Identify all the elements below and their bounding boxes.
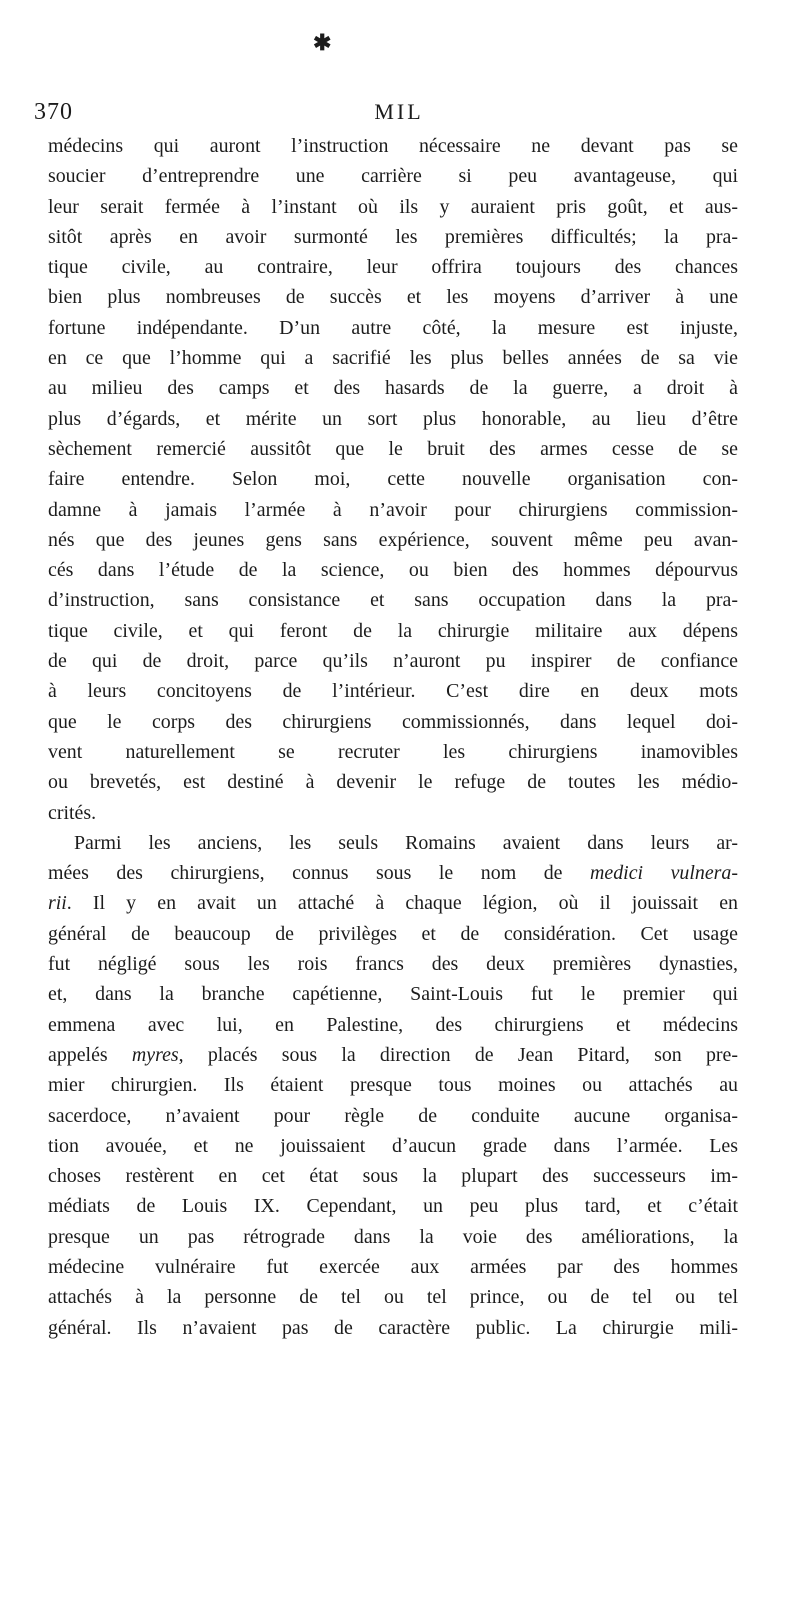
- text-line: [48, 888, 738, 918]
- text-segment: . Il y en avait un attaché à chaque légion, où il jouissait en: [66, 892, 738, 915]
- text-line: leur serait fermée à l’instant où ils y auraient pris goût, et aus-: [48, 195, 738, 218]
- text-line: sèchement remercié aussitôt que le bruit des armes cesse de se: [48, 437, 738, 460]
- text-line: [48, 858, 738, 888]
- text-line: [48, 1313, 738, 1343]
- body-text: [48, 131, 738, 1343]
- running-title: MIL: [374, 99, 424, 124]
- text-line: crités.: [48, 801, 97, 824]
- text-line: [48, 1191, 738, 1221]
- text-segment: mées des chirurgiens, connus sous le nom de: [48, 862, 591, 885]
- text-segment: médecine vulnéraire fut exercée aux armées par des hommes: [48, 1255, 738, 1278]
- text-line: à leurs concitoyens de l’intérieur. C’est dire en deux mots: [48, 680, 738, 703]
- text-segment: mier chirurgien. Ils étaient presque tous moines ou attachés au: [48, 1074, 738, 1097]
- text-segment: emmena avec lui, en Palestine, des chirurgiens et médecins: [48, 1013, 738, 1036]
- text-line: [48, 1222, 738, 1252]
- text-line: faire entendre. Selon moi, cette nouvelle organisation con-: [48, 468, 738, 491]
- text-line: [48, 1010, 738, 1040]
- text-line: [48, 1131, 738, 1161]
- text-line: au milieu des camps et des hasards de la guerre, a droit à: [48, 377, 738, 400]
- text-segment: attachés à la personne de tel ou tel prince, ou de tel ou tel: [48, 1286, 738, 1309]
- text-line: tique civile, au contraire, leur offrira toujours des chances: [48, 256, 738, 279]
- text-line: [48, 1161, 738, 1191]
- text-line: [48, 949, 738, 979]
- text-line: d’instruction, sans consistance et sans occupation dans la pra-: [48, 589, 738, 612]
- text-line: de qui de droit, parce qu’ils n’auront pu inspirer de confiance: [48, 650, 738, 673]
- text-line: damne à jamais l’armée à n’avoir pour chirurgiens commission-: [48, 498, 738, 521]
- ornament-mark: ✱: [313, 30, 332, 55]
- text-line: [48, 1282, 738, 1312]
- italic-term: rii: [48, 892, 67, 915]
- paragraph-1: [48, 131, 738, 828]
- text-segment: médiats de Louis IX. Cependant, un peu plus tard, et c’était: [48, 1195, 738, 1218]
- text-segment: , placés sous la direction de Jean Pitard, son pre-: [178, 1043, 738, 1066]
- text-line: médecins qui auront l’instruction nécessaire ne devant pas se: [48, 135, 738, 157]
- text-segment: et, dans la branche capétienne, Saint-Louis fut le premier qui: [48, 983, 738, 1006]
- text-segment: général. Ils n’avaient pas de caractère public. La chirurgie mili-: [48, 1316, 738, 1339]
- text-line: [48, 1101, 738, 1131]
- text-segment: Parmi les anciens, les seuls Romains avaient dans leurs ar-: [74, 831, 738, 854]
- text-line: vent naturellement se recruter les chirurgiens inamovibles: [48, 740, 738, 763]
- text-segment: général de beaucoup de privilèges et de considération. Cet usage: [48, 922, 738, 945]
- text-segment: tion avouée, et ne jouissaient d’aucun grade dans l’armée. Les: [48, 1134, 738, 1157]
- text-segment: sacerdoce, n’avaient pour règle de conduite aucune organisa-: [48, 1104, 738, 1127]
- italic-term: myres: [131, 1043, 179, 1066]
- text-line: nés que des jeunes gens sans expérience, souvent même peu avan-: [48, 528, 738, 551]
- text-line: [48, 1040, 738, 1070]
- text-line: bien plus nombreuses de succès et les moyens d’arriver à une: [48, 286, 738, 309]
- text-line: [48, 828, 738, 858]
- text-segment: presque un pas rétrograde dans la voie des améliorations, la: [48, 1225, 738, 1248]
- text-line: [48, 1070, 738, 1100]
- text-line: soucier d’entreprendre une carrière si peu avantageuse, qui: [48, 165, 738, 188]
- text-line: tique civile, et qui feront de la chirurgie militaire aux dépens: [48, 619, 738, 642]
- text-line: [48, 1252, 738, 1282]
- text-line: sitôt après en avoir surmonté les premières difficultés; la pra-: [48, 225, 738, 248]
- text-line: [48, 919, 738, 949]
- text-segment: appelés: [48, 1043, 132, 1066]
- text-line: plus d’égards, et mérite un sort plus honorable, au lieu d’être: [48, 407, 738, 430]
- paragraph-2: [48, 828, 738, 1343]
- text-line: en ce que l’homme qui a sacrifié les plus belles années de sa vie: [48, 347, 738, 370]
- text-line: [48, 979, 738, 1009]
- text-line: que le corps des chirurgiens commissionnés, dans lequel doi-: [48, 710, 738, 733]
- text-line: cés dans l’étude de la science, ou bien des hommes dépourvus: [48, 559, 738, 582]
- italic-term: medici vulnera-: [590, 862, 738, 885]
- text-line: fortune indépendante. D’un autre côté, la mesure est injuste,: [48, 316, 738, 339]
- text-segment: fut négligé sous les rois francs des deux premières dynasties,: [48, 953, 738, 976]
- running-head: [34, 97, 734, 129]
- page-number: 370: [34, 99, 73, 125]
- text-segment: choses restèrent en cet état sous la plupart des successeurs im-: [48, 1165, 738, 1188]
- text-line: ou brevetés, est destiné à devenir le refuge de toutes les médio-: [48, 771, 738, 794]
